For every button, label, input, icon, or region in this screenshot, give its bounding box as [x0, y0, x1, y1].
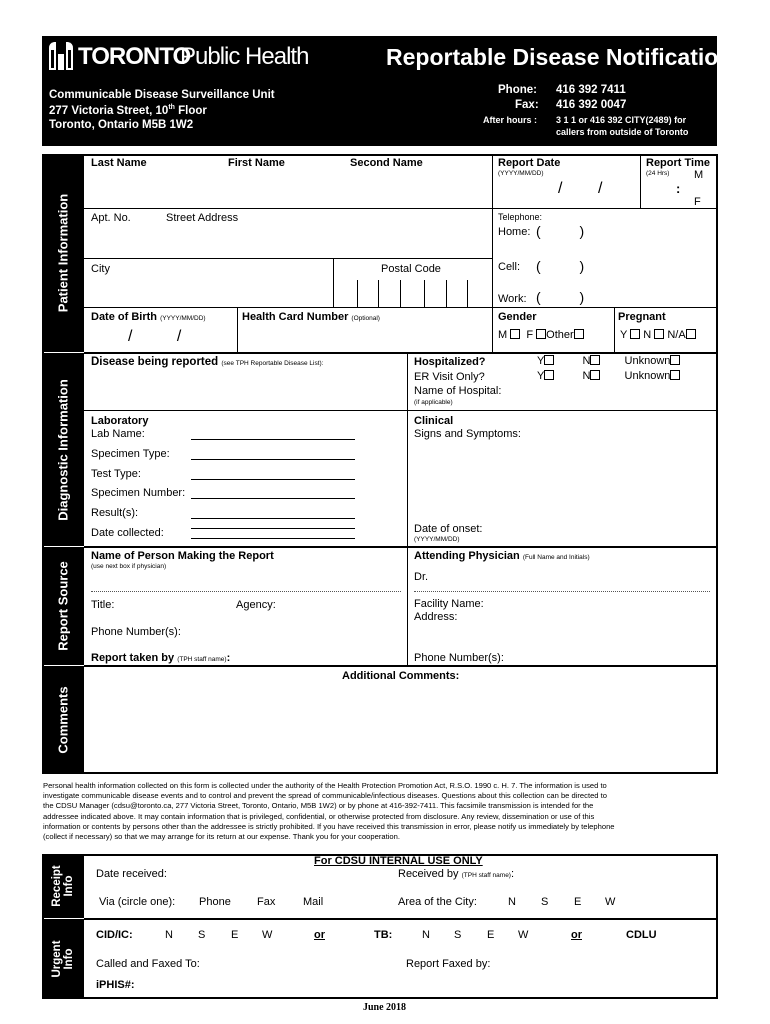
divider: [84, 208, 492, 209]
area-s[interactable]: S: [541, 896, 549, 908]
section-receipt-label: [51, 864, 75, 908]
date-onset-label: Date of onset:: [414, 523, 483, 535]
hospitalized-options: [537, 355, 680, 367]
logo-suffix: Public Health: [180, 43, 309, 70]
gender-other-label: Other: [546, 329, 574, 341]
attending-text: Attending Physician: [414, 550, 520, 562]
additional-comments-label: Additional Comments:: [342, 670, 460, 682]
divider: [407, 546, 408, 665]
health-card-text: Health Card Number: [242, 311, 349, 323]
title-label: Title:: [91, 599, 115, 611]
after-hours-value-2: callers from outside of Toronto: [556, 127, 689, 137]
cid-w[interactable]: W: [262, 929, 273, 941]
tb-or: or: [571, 929, 582, 941]
pregnant-n-label: N: [643, 329, 652, 341]
er-unknown-checkbox[interactable]: [670, 370, 680, 380]
cdlu-label[interactable]: CDLU: [626, 929, 657, 941]
facility-name-label: Facility Name:: [414, 598, 484, 610]
hospitalized-label: Hospitalized?: [414, 356, 486, 368]
unit-line-3: Toronto, Ontario M5B 1W2: [49, 119, 194, 131]
divider: [492, 208, 718, 209]
er-visit-label: ER Visit Only?: [414, 371, 485, 383]
unit-line-2: 277 Victoria Street, 10th Floor: [49, 104, 207, 117]
laboratory-heading: Laboratory: [91, 415, 149, 427]
apt-label: Apt. No.: [91, 212, 131, 224]
cid-or: or: [314, 929, 325, 941]
pregnant-y-label: Y: [620, 329, 628, 341]
divider: [84, 352, 718, 354]
section-receipt-tab: [42, 854, 84, 918]
section-comments-label: Comments: [55, 686, 71, 754]
divider: [640, 154, 641, 208]
area-n[interactable]: N: [508, 896, 516, 908]
report-time-format: (24 Hrs): [646, 170, 670, 177]
city-label: City: [91, 263, 110, 275]
postal-tick: [446, 280, 447, 307]
phone-numbers-label: Phone Number(s):: [91, 626, 181, 638]
section-patient-tab: [42, 154, 84, 352]
dotted-line: [414, 591, 710, 592]
results-label: Result(s):: [91, 507, 139, 519]
report-date-label: Report Date: [498, 157, 561, 169]
unit-line-1: Communicable Disease Surveillance Unit: [49, 89, 275, 101]
if-applicable-note: (if applicable): [414, 399, 453, 406]
section-urgent-tab: [42, 919, 84, 999]
health-card-label: [242, 311, 380, 323]
er-n-label: N: [582, 370, 591, 382]
hospital-name-label: Name of Hospital:: [414, 385, 502, 397]
postal-tick: [378, 280, 379, 307]
tb-n[interactable]: N: [422, 929, 430, 941]
pregnant-options: [620, 329, 696, 341]
specimen-number-label: Specimen Number:: [91, 487, 186, 499]
date-collected-label: Date collected:: [91, 527, 164, 539]
disclaimer-line: addressee indicated above. It may contain information that is privileged, confidential, or otherwise protected from disclosure. Any review, dissemination or use of this: [43, 811, 595, 821]
results-line-1: [191, 518, 355, 519]
fax-label: Fax:: [515, 99, 539, 111]
pregnant-na-checkbox[interactable]: [686, 329, 696, 339]
hosp-n-checkbox[interactable]: [590, 355, 600, 365]
section-urgent-label: [51, 937, 75, 981]
report-date-format: (YYYY/MM/DD): [498, 170, 544, 177]
gender-label: Gender: [498, 311, 537, 323]
via-fax[interactable]: Fax: [257, 896, 276, 908]
second-name-label: Second Name: [350, 157, 423, 169]
results-line-2: [191, 528, 355, 529]
privacy-disclaimer: [43, 781, 718, 842]
er-y-label: Y: [537, 370, 545, 382]
divider: [84, 918, 718, 920]
cid-n[interactable]: N: [165, 929, 173, 941]
report-taken-text: Report taken by: [91, 652, 175, 664]
phone-value: 416 392 7411: [556, 84, 626, 96]
via-phone[interactable]: Phone: [199, 896, 231, 908]
physician-phone-numbers-label: Phone Number(s):: [414, 652, 504, 664]
clinical-heading: Clinical: [414, 415, 454, 427]
via-label: Via (circle one):: [99, 896, 176, 908]
divider: [407, 410, 408, 546]
cell-label: Cell:: [498, 261, 521, 273]
test-type-label: Test Type:: [91, 468, 141, 480]
dob-slashes: / /: [128, 328, 182, 345]
dob-label-text: Date of Birth: [91, 311, 157, 323]
divider: [84, 665, 718, 667]
dob-label: [91, 311, 206, 323]
er-visit-options: [537, 370, 680, 382]
work-paren: ( ): [536, 289, 585, 305]
gender-options: [498, 329, 584, 341]
person-making-report-label: Name of Person Making the Report: [91, 550, 274, 562]
pregnant-n-checkbox[interactable]: [654, 329, 664, 339]
disease-label: [91, 356, 324, 368]
gender-m-checkbox[interactable]: [510, 329, 520, 339]
specimen-type-line: [191, 459, 355, 460]
attending-note: (Full Name and Initials): [522, 554, 590, 561]
lab-name-line: [191, 439, 355, 440]
received-by-colon: :: [510, 868, 515, 880]
tb-w[interactable]: W: [518, 929, 529, 941]
divider: [492, 154, 493, 352]
specimen-number-line: [191, 498, 355, 499]
report-time-label: Report Time: [646, 157, 710, 169]
gender-f-checkbox[interactable]: [536, 329, 546, 339]
postal-tick: [400, 280, 401, 307]
test-type-line: [191, 479, 355, 480]
postal-code-label: Postal Code: [381, 263, 441, 275]
area-of-city-label: Area of the City:: [398, 896, 477, 908]
report-taken-note: (TPH staff name): [177, 656, 227, 663]
dotted-line: [91, 591, 401, 592]
divider: [333, 258, 334, 307]
er-unknown-label: Unknown: [624, 370, 671, 382]
disclaimer-line: the CDSU Manager (cdsu@toronto.ca, 277 Victoria Street, Toronto, Ontario, M5B 1W2) or by phone at 416-392-7411. This facsimile transmission is intended for the: [43, 801, 594, 811]
via-mail[interactable]: Mail: [303, 896, 324, 908]
after-hours-label: After hours :: [483, 115, 537, 125]
date-collected-line: [191, 538, 355, 539]
pregnant-label: Pregnant: [618, 311, 666, 323]
section-diagnostic-label: Diagnostic Information: [55, 378, 71, 521]
report-time-f: F: [694, 196, 701, 208]
disclaimer-line: Personal health information collected on this form is collected under the authority of the Health Protection Promotion Act, R.S.O. 1990 c. H. 7. The information is used to: [43, 781, 607, 790]
telephone-label: Telephone:: [498, 212, 543, 222]
date-onset-format: (YYYY/MM/DD): [414, 536, 460, 543]
pregnant-y-checkbox[interactable]: [630, 329, 640, 339]
urgent-text: Urgent Info: [51, 940, 75, 978]
received-by-note: (TPH staff name): [461, 872, 511, 879]
hosp-n-label: N: [582, 355, 591, 367]
gender-m-label: M: [498, 329, 508, 341]
footer-date: June 2018: [363, 1002, 407, 1013]
phone-label: Phone:: [498, 84, 537, 96]
tb-s[interactable]: S: [454, 929, 462, 941]
dob-format: (YYYY/MM/DD): [160, 315, 206, 322]
hosp-y-label: Y: [537, 355, 545, 367]
last-name-label: Last Name: [91, 157, 147, 169]
home-paren: ( ): [536, 223, 585, 239]
lab-name-label: Lab Name:: [91, 428, 145, 440]
report-time-m: M: [694, 169, 704, 181]
divider: [614, 307, 615, 352]
er-y-checkbox[interactable]: [544, 370, 554, 380]
home-label: Home:: [498, 226, 531, 238]
disease-note: (see TPH Reportable Disease List):: [221, 360, 324, 367]
hosp-unknown-label: Unknown: [624, 355, 671, 367]
report-faxed-label: Report Faxed by:: [406, 958, 491, 970]
cid-label: CID/IC:: [96, 929, 133, 941]
disclaimer-line: investigate communicable disease events and to control and prevent the spread of communicable/infectious diseases. Questions about this collection can be directed to: [43, 791, 607, 801]
cell-paren: ( ): [536, 258, 585, 274]
street-label: Street Address: [166, 212, 239, 224]
report-taken-colon: :: [226, 652, 231, 664]
disclaimer-line: (collect if necessary) so that we may arrange for its return at our expense. Thank you for your cooperation.: [43, 832, 400, 842]
receipt-text: Receipt Info: [51, 865, 75, 907]
received-by-text: Received by: [398, 868, 459, 880]
disclaimer-line: information or contents by persons other than the addressee is strictly prohibited. If you have received this transmission in error, please notify us immediately by telephone: [43, 821, 615, 831]
report-taken-by-label: [91, 652, 230, 664]
divider: [84, 307, 718, 308]
report-time-colon: :: [676, 181, 681, 196]
tb-label: TB:: [374, 929, 393, 941]
fax-value: 416 392 0047: [556, 99, 627, 111]
tb-e[interactable]: E: [487, 929, 495, 941]
cid-s[interactable]: S: [198, 929, 206, 941]
area-w[interactable]: W: [605, 896, 616, 908]
dr-label: Dr.: [414, 571, 429, 583]
section-source-tab: [42, 547, 84, 665]
area-e[interactable]: E: [574, 896, 582, 908]
postal-tick: [467, 280, 468, 307]
date-received-label: Date received:: [96, 868, 167, 880]
received-by-label: [398, 868, 514, 880]
signs-symptoms-label: Signs and Symptoms:: [414, 428, 521, 440]
section-comments-tab: [42, 666, 84, 774]
iphis-label: iPHIS#:: [96, 979, 135, 991]
postal-tick: [424, 280, 425, 307]
pregnant-na-label: N/A: [667, 329, 686, 341]
city-hall-logo-icon: [47, 40, 75, 72]
form-title: Reportable Disease Notification: [386, 44, 733, 70]
er-n-checkbox[interactable]: [590, 370, 600, 380]
gender-f-label: F: [526, 329, 534, 341]
hosp-unknown-checkbox[interactable]: [670, 355, 680, 365]
health-card-optional: (Optional): [351, 315, 380, 322]
internal-use-title: For CDSU INTERNAL USE ONLY: [314, 855, 483, 867]
after-hours-value-1: 3 1 1 or 416 392 CITY(2489) for: [556, 115, 687, 125]
hosp-y-checkbox[interactable]: [544, 355, 554, 365]
work-label: Work:: [498, 293, 527, 305]
report-date-slashes: / /: [558, 180, 603, 197]
address-label: Address:: [414, 611, 458, 623]
section-diagnostic-tab: [42, 353, 84, 546]
divider: [237, 307, 238, 352]
person-note: (use next box if physician): [91, 563, 167, 570]
attending-physician-label: [414, 550, 590, 562]
section-source-label: Report Source: [55, 561, 71, 651]
disease-label-text: Disease being reported: [91, 356, 219, 368]
gender-other-checkbox[interactable]: [574, 329, 584, 339]
postal-tick: [357, 280, 358, 307]
divider: [407, 352, 408, 411]
specimen-type-label: Specimen Type:: [91, 448, 170, 460]
logo-text: TORONTO: [78, 43, 191, 70]
agency-label: Agency:: [236, 599, 276, 611]
cid-e[interactable]: E: [231, 929, 239, 941]
section-patient-label: Patient Information: [55, 193, 71, 313]
divider: [84, 410, 718, 411]
called-faxed-label: Called and Faxed To:: [96, 958, 200, 970]
first-name-label: First Name: [228, 157, 285, 169]
divider: [84, 546, 718, 548]
divider: [84, 258, 492, 259]
